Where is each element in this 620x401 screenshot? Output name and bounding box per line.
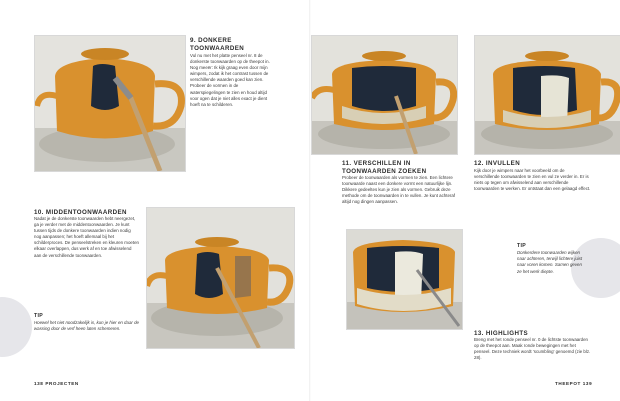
decorative-circle-left bbox=[0, 297, 32, 357]
left-folio: 138 PROJECTEN bbox=[34, 381, 79, 386]
tip-right-title: TIP bbox=[517, 243, 526, 249]
tip-left-title: TIP bbox=[34, 313, 43, 319]
step13-body: Breng met het ronde penseel nr. 0 de lichtste toonwaarden op de theepot aan. Maak ronde bewegingen met het penseel. Deze techniek wordt ‘scumbling’ genoemd (zie blz. 28). bbox=[474, 337, 591, 361]
step12-heading: 12. INVULLEN bbox=[474, 160, 521, 167]
step11-heading: 11. VERSCHILLEN IN TOONWAARDEN ZOEKEN bbox=[342, 160, 427, 175]
step13-heading: 13. HIGHLIGHTS bbox=[474, 330, 529, 337]
step11-body: Probeer de toonwaarden als vormen te zien. Een lichtere toonwaarde naast een donkere vormt een natuurlijke lijn. Dikkere gedeeltes kun je zien als vormen. Gebruik deze methode om de toonwaarden in te vullen. Je kunt achteraf altijd nog dingen aanpassen. bbox=[342, 175, 456, 205]
step9-heading: 9. DONKERE TOONWAARDEN bbox=[190, 37, 245, 52]
step9-photo bbox=[34, 35, 186, 172]
right-folio: THEEPOT 139 bbox=[555, 381, 593, 386]
step11-photo bbox=[311, 35, 458, 155]
step13-photo bbox=[346, 229, 463, 330]
step10-heading: 10. MIDDENTOONWAARDEN bbox=[34, 209, 127, 216]
tip-right-body: Donkerdere toonwaarden wijken naar achteren, terwijl lichtere juist naar voren komen. Samen geven ze het werk diepte. bbox=[517, 250, 583, 274]
step10-body: Nadat je de donkerste toonwaarden hebt neergezet, ga je verder met de middentoonwaarden. Je kunt tussen tijds de donkere toonwaarden indien nodig nog aanpassen; het hoeft allemaal bij het schilderproces. De penseelstreken en kleuren moeten elkaar overlappen, dus werk af en toe afwisselend aan de verschillende toonwaarden. bbox=[34, 216, 139, 258]
tip-left-body: Hoewel het niet noodzakelijk is, kun je hier en daar de wassing door de verf heen laten schemeren. bbox=[34, 320, 139, 332]
step9-body: Vul nu met het platte penseel nr. 8 de donkerste toonwaarden op de theepot in. Nog meeër: Ik kijk graag even door mijn wimpers, zodat ik het contrast tussen de verschillende waarden goed kan zien. Probeer de vormen in de waterspiegelingen te zien en houd altijd voor ogen dat je niet alles exact je dient hoeft na te schilderen. bbox=[190, 53, 270, 107]
step12-body: Kijk door je wimpers naar het voorbeeld om de verschillende toonwaarden te zien en vul ze verder in. Er is niets op tegen om afwisselend aan verschillende toonwaarden te werken. Er ontstaat dan een gelaagd effect. bbox=[474, 168, 591, 192]
step12-photo bbox=[474, 35, 620, 155]
step10-photo bbox=[146, 207, 295, 349]
